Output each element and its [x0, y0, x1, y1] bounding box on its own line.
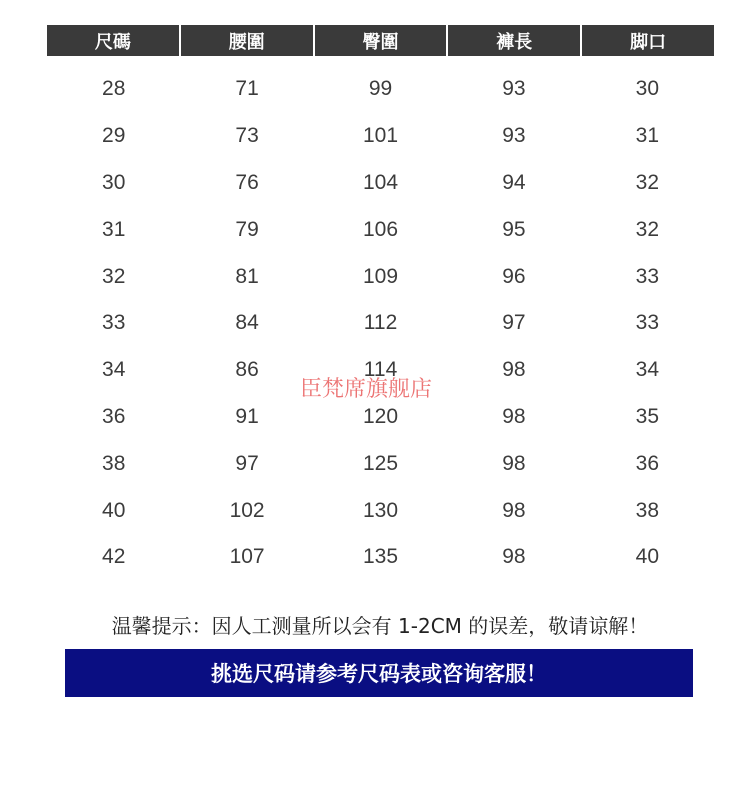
table-cell: 106	[362, 217, 399, 241]
table-row	[47, 113, 714, 160]
table-cell: 84	[235, 311, 259, 335]
table-cell: 31	[102, 217, 126, 241]
table-cell: 40	[102, 498, 126, 522]
measurement-tip: 温馨提示：因人工测量所以会有 1-2CM 的误差，敬请谅解！	[111, 614, 649, 638]
table-cell: 98	[502, 498, 526, 522]
table-cell: 98	[502, 451, 526, 475]
size-table-header	[47, 25, 714, 56]
table-cell: 31	[635, 124, 659, 148]
table-cell: 32	[635, 217, 659, 241]
table-cell: 32	[635, 170, 659, 194]
table-cell: 97	[235, 451, 259, 475]
table-row	[47, 206, 714, 253]
table-cell: 38	[635, 498, 659, 522]
table-cell: 93	[502, 77, 526, 101]
table-cell: 30	[635, 77, 659, 101]
table-cell: 34	[102, 358, 126, 382]
table-cell: 36	[635, 451, 659, 475]
table-cell: 28	[102, 77, 126, 101]
table-cell: 91	[235, 404, 259, 428]
table-cell: 101	[362, 124, 399, 148]
table-cell: 109	[362, 264, 399, 288]
table-cell: 98	[502, 545, 526, 569]
header-hem: 脚口	[582, 25, 714, 56]
table-cell: 99	[368, 77, 393, 101]
table-cell: 73	[235, 124, 259, 148]
table-cell: 33	[635, 264, 659, 288]
table-row	[47, 300, 714, 347]
table-cell: 112	[363, 311, 398, 335]
header-hip: 臀圍	[315, 25, 449, 56]
size-table-body	[47, 66, 714, 581]
table-row	[47, 66, 714, 113]
table-cell: 104	[362, 170, 399, 194]
table-cell: 96	[502, 264, 526, 288]
table-cell: 32	[102, 264, 126, 288]
table-cell: 86	[235, 358, 259, 382]
table-cell: 29	[102, 124, 126, 148]
table-cell: 97	[502, 311, 526, 335]
table-cell: 93	[502, 124, 526, 148]
table-cell: 98	[502, 358, 526, 382]
table-cell: 95	[502, 217, 526, 241]
table-cell: 94	[502, 170, 526, 194]
table-cell: 135	[362, 545, 399, 569]
table-cell: 36	[102, 404, 126, 428]
table-cell: 71	[235, 77, 259, 101]
table-cell: 38	[102, 451, 126, 475]
table-cell: 33	[635, 311, 659, 335]
table-cell: 102	[229, 498, 265, 522]
table-cell: 33	[102, 311, 126, 335]
table-cell: 30	[102, 170, 126, 194]
table-cell: 107	[229, 545, 265, 569]
header-waist: 腰圍	[181, 25, 315, 56]
table-cell: 120	[362, 404, 399, 428]
table-cell: 42	[102, 545, 126, 569]
header-size: 尺碼	[47, 25, 181, 56]
size-advice-banner: 挑选尺码请参考尺码表或咨询客服！	[65, 649, 693, 697]
table-cell: 114	[363, 358, 398, 382]
table-row	[47, 487, 714, 534]
table-cell: 98	[502, 404, 526, 428]
table-row	[47, 534, 714, 581]
table-row	[47, 394, 714, 441]
table-cell: 34	[635, 358, 659, 382]
store-watermark: 臣梵席旗舰店	[300, 377, 433, 402]
table-row	[47, 347, 714, 394]
table-row	[47, 160, 714, 207]
table-cell: 79	[235, 217, 259, 241]
table-cell: 35	[635, 404, 659, 428]
table-cell: 40	[635, 545, 659, 569]
table-row	[47, 440, 714, 487]
table-row	[47, 253, 714, 300]
table-cell: 125	[362, 451, 399, 475]
table-cell: 76	[235, 170, 259, 194]
table-cell: 81	[235, 264, 259, 288]
header-length: 褲長	[448, 25, 582, 56]
table-cell: 130	[362, 498, 399, 522]
